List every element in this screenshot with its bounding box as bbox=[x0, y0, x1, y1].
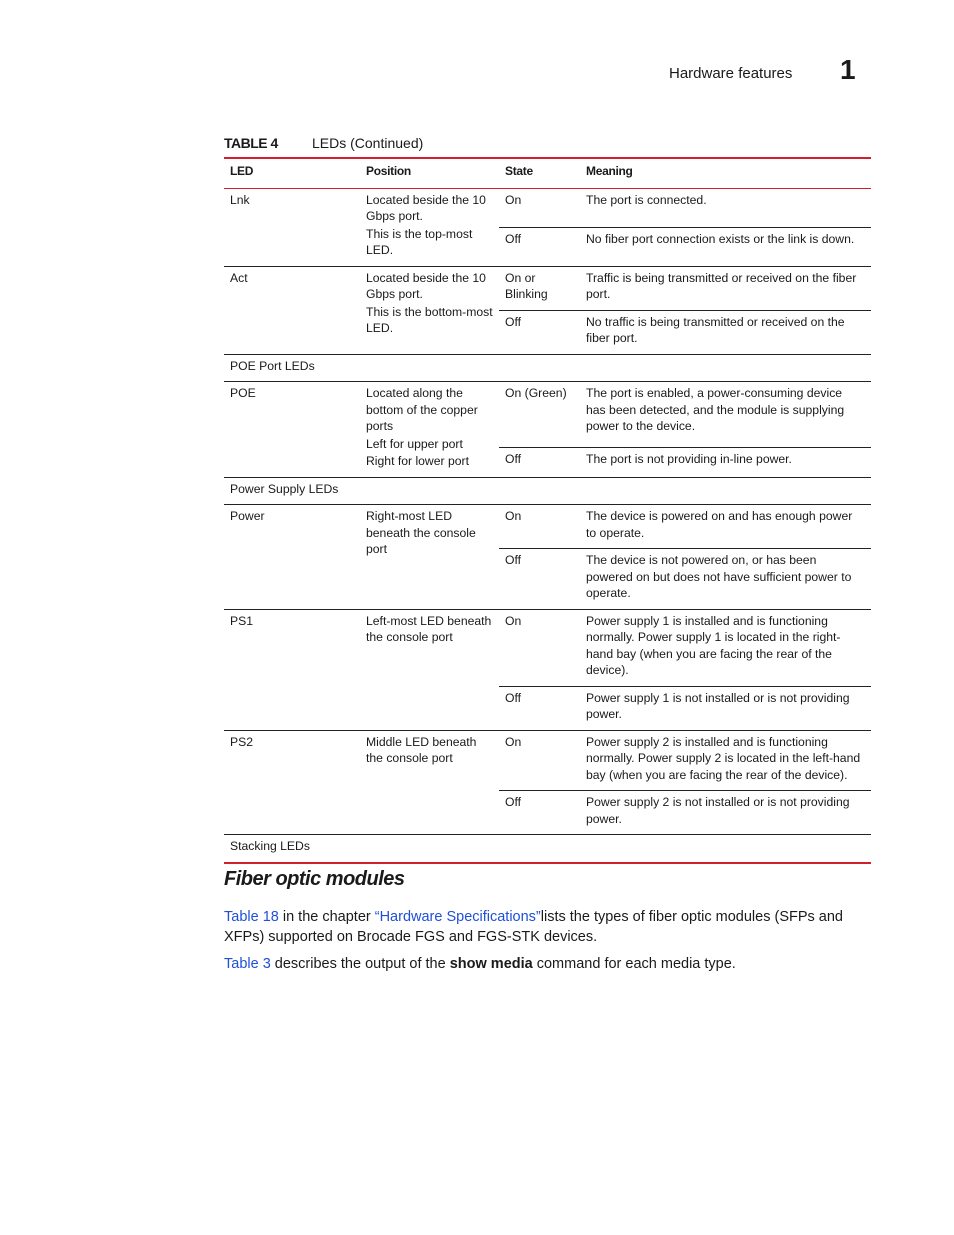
position-cell bbox=[360, 382, 499, 478]
position-cell bbox=[360, 730, 499, 835]
column-header-position: Position bbox=[366, 164, 411, 178]
state-cell: Off bbox=[505, 795, 522, 809]
position-line: Right for lower port bbox=[366, 454, 469, 468]
led-cell: Lnk bbox=[230, 192, 250, 207]
state-cell: Off bbox=[505, 690, 522, 705]
state-cell: On or Blinking bbox=[505, 270, 548, 301]
paragraph-text: lists the types of fiber optic modules (SFPs and XFPs) supported on Brocade FGS and FGS-STK devices. bbox=[224, 909, 843, 945]
led-cell: PS2 bbox=[230, 734, 254, 749]
state-cell: Off bbox=[505, 451, 522, 466]
led-cell: Power bbox=[230, 509, 265, 523]
position-line: Middle LED beneath the console port bbox=[366, 734, 477, 765]
group-label-poe: POE Port LEDs bbox=[230, 358, 315, 373]
meaning-cell: Power supply 1 is not installed or is not providing power. bbox=[586, 690, 850, 721]
position-line: Right-most LED beneath the console port bbox=[366, 509, 476, 556]
led-cell: Act bbox=[230, 270, 248, 285]
position-line: Left-most LED beneath the console port bbox=[366, 613, 492, 644]
meaning-cell: The port is not providing in-line power. bbox=[586, 451, 792, 466]
position-line: Left for upper port bbox=[366, 436, 463, 451]
table-row bbox=[224, 609, 871, 686]
table-header-row bbox=[224, 158, 871, 188]
table-group-row bbox=[224, 354, 871, 382]
table-18-link[interactable]: Table 18 bbox=[224, 909, 279, 925]
column-header-led: LED bbox=[230, 164, 254, 178]
state-cell: Off bbox=[505, 553, 522, 567]
table-row bbox=[224, 382, 871, 448]
group-label-stacking: Stacking LEDs bbox=[230, 839, 310, 853]
meaning-cell: No traffic is being transmitted or received on the fiber port. bbox=[586, 314, 845, 345]
meaning-cell: Power supply 1 is installed and is functioning normally. Power supply 1 is located in the right-hand bay (when you are facing the rear of the device). bbox=[586, 613, 841, 677]
section-heading: Fiber optic modules bbox=[224, 868, 405, 890]
state-cell: On (Green) bbox=[505, 386, 567, 400]
meaning-cell: Power supply 2 is installed and is functioning normally. Power supply 2 is located in the left-hand bay (when you are facing the rear of the device). bbox=[586, 734, 861, 782]
command-name: show media bbox=[449, 956, 533, 972]
body-paragraph bbox=[224, 908, 872, 947]
body-paragraph bbox=[224, 955, 872, 975]
position-line: This is the bottom-most LED. bbox=[366, 304, 493, 335]
group-label-power-supply: Power Supply LEDs bbox=[230, 481, 339, 496]
table-caption bbox=[224, 135, 424, 151]
meaning-cell: The device is powered on and has enough power to operate. bbox=[586, 509, 853, 540]
table-caption-label: TABLE 4 bbox=[224, 135, 278, 151]
table-row bbox=[224, 188, 871, 227]
table-group-row bbox=[224, 477, 871, 505]
state-cell: On bbox=[505, 734, 522, 749]
meaning-cell: The port is connected. bbox=[586, 192, 707, 207]
table-group-row bbox=[224, 835, 871, 863]
leds-table bbox=[224, 157, 871, 864]
hardware-specifications-link[interactable]: “Hardware Specifications” bbox=[374, 909, 541, 925]
column-header-state: State bbox=[505, 164, 533, 178]
position-line: Located beside the 10 Gbps port. bbox=[366, 270, 486, 301]
state-cell: Off bbox=[505, 231, 522, 246]
state-cell: On bbox=[505, 613, 522, 628]
column-header-meaning: Meaning bbox=[586, 164, 633, 178]
table-row bbox=[224, 266, 871, 310]
state-cell: On bbox=[505, 192, 522, 207]
position-cell bbox=[360, 266, 499, 354]
table-row bbox=[224, 505, 871, 549]
led-cell: POE bbox=[230, 386, 256, 400]
paragraph-text: command for each media type. bbox=[532, 956, 736, 972]
position-cell bbox=[360, 609, 499, 730]
position-cell bbox=[360, 505, 499, 610]
meaning-cell: Traffic is being transmitted or received on the fiber port. bbox=[586, 270, 857, 301]
meaning-cell: The port is enabled, a power-consuming device has been detected, and the module is supplying power to the device. bbox=[586, 386, 845, 433]
paragraph-text: in the chapter bbox=[278, 909, 375, 925]
meaning-cell: The device is not powered on, or has been powered on but does not have sufficient power to operate. bbox=[586, 553, 852, 600]
position-line: Located beside the 10 Gbps port. bbox=[366, 192, 486, 223]
chapter-number: 1 bbox=[840, 54, 856, 85]
paragraph-text: describes the output of the bbox=[270, 956, 450, 972]
state-cell: On bbox=[505, 509, 522, 523]
running-header-title: Hardware features bbox=[669, 65, 793, 82]
state-cell: Off bbox=[505, 314, 522, 329]
table-row bbox=[224, 730, 871, 791]
position-line: Located along the bottom of the copper ports bbox=[366, 386, 478, 433]
position-line: This is the top-most LED. bbox=[366, 226, 473, 257]
meaning-cell: Power supply 2 is not installed or is not providing power. bbox=[586, 795, 850, 826]
position-cell bbox=[360, 188, 499, 266]
meaning-cell: No fiber port connection exists or the link is down. bbox=[586, 231, 855, 246]
table-caption-title: LEDs (Continued) bbox=[312, 135, 424, 151]
table-3-link[interactable]: Table 3 bbox=[224, 956, 271, 972]
led-cell: PS1 bbox=[230, 613, 254, 628]
